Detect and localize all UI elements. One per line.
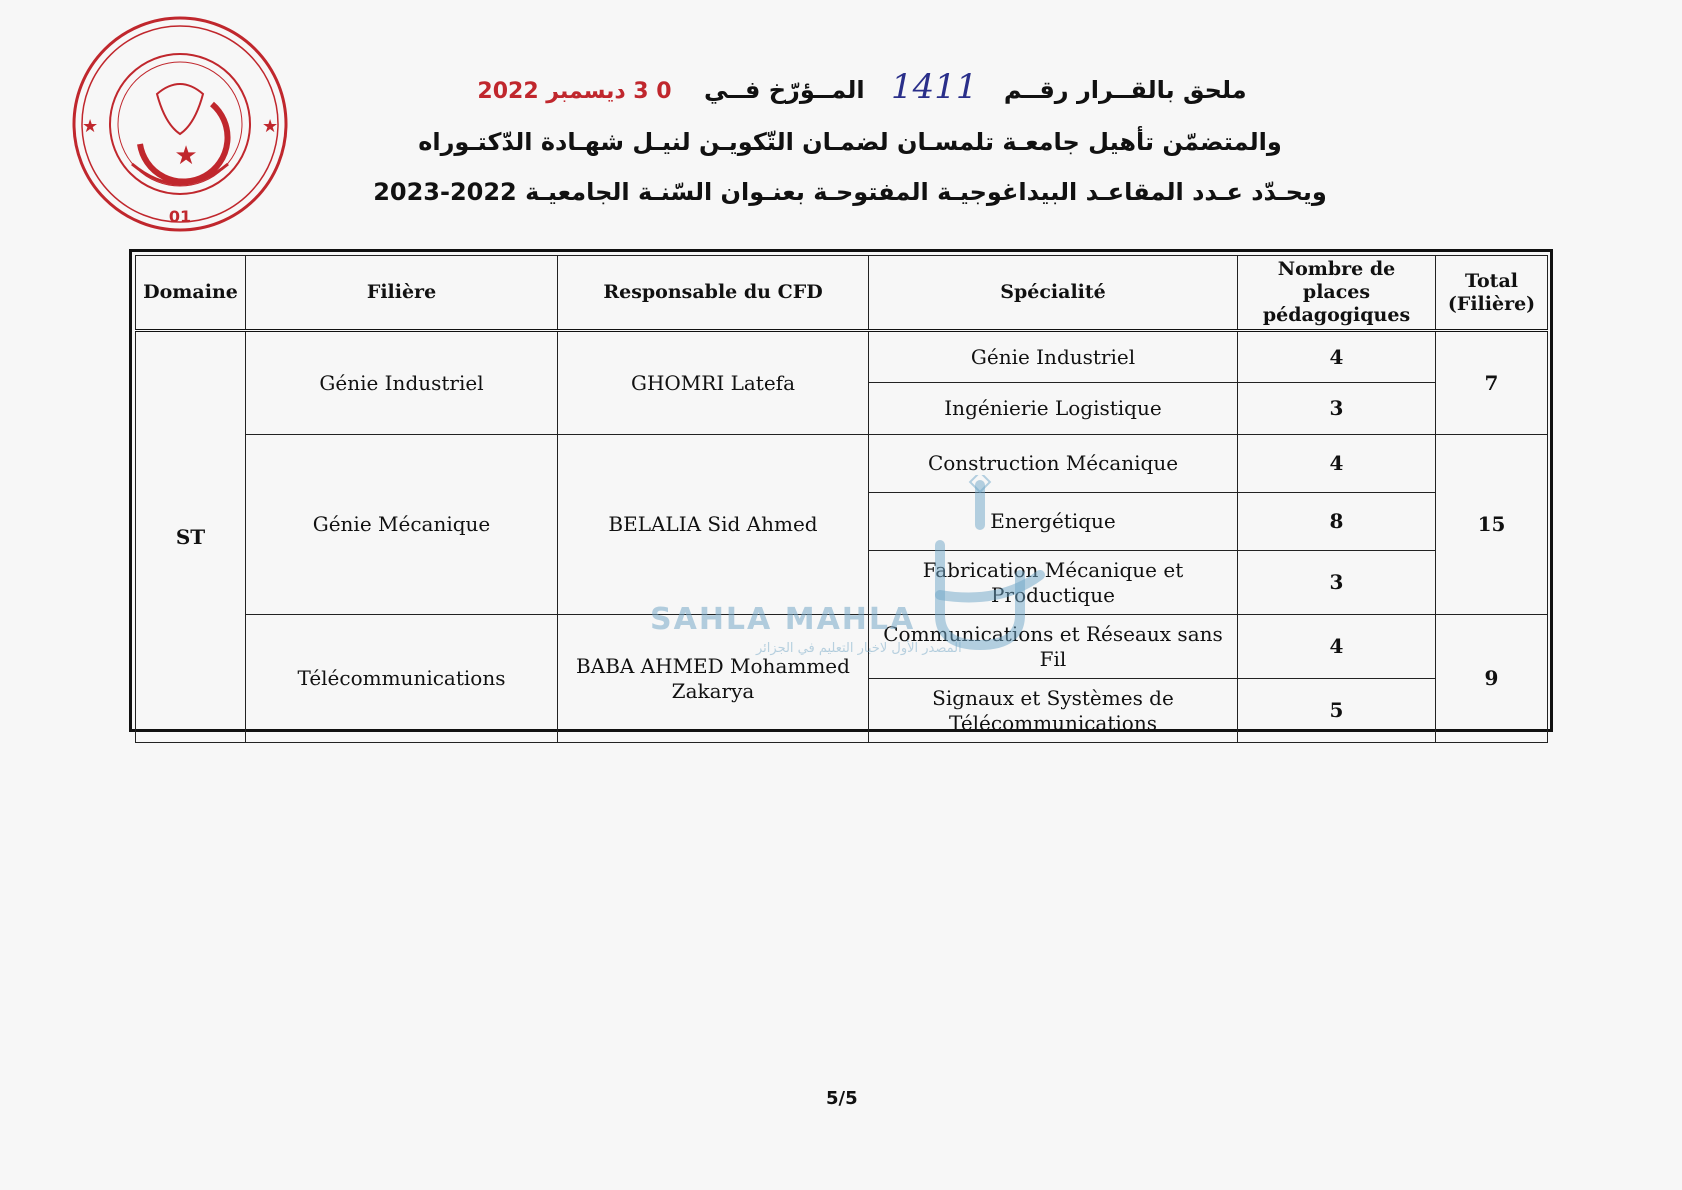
places-cell: 8 — [1238, 493, 1436, 551]
watermark-text: SAHLA MAHLA — [650, 602, 916, 637]
specialite-cell: Ingénierie Logistique — [869, 383, 1238, 435]
header-responsable: Responsable du CFD — [558, 256, 869, 331]
filiere-cell: Télécommunications — [246, 615, 558, 743]
specialite-cell: Signaux et Systèmes de Télécommunications — [869, 679, 1238, 743]
official-seal — [62, 14, 298, 234]
specialite-cell: Génie Industriel — [869, 331, 1238, 383]
header-domaine: Domaine — [136, 256, 246, 331]
specialite-cell: Fabrication Mécanique et Productique — [869, 551, 1238, 615]
header-specialite: Spécialité — [869, 256, 1238, 331]
date-stamp: 0 3 دیسمبر 2022 — [477, 79, 672, 104]
places-table-frame — [129, 249, 1553, 735]
responsable-cell: GHOMRI Latefa — [558, 331, 869, 435]
header-prefix: ملحق بالقــرار رقــم — [1003, 76, 1247, 104]
header-filiere: Filière — [246, 256, 558, 331]
total-cell: 9 — [1436, 615, 1548, 743]
responsable-cell: BELALIA Sid Ahmed — [558, 435, 869, 615]
responsable-cell: BABA AHMED Mohammed Zakarya — [558, 615, 869, 743]
page-number: 5/5 — [826, 1088, 858, 1109]
seal-number: 01 — [168, 207, 192, 226]
header-line-1 — [360, 62, 1340, 117]
header-line-2: والمتضمّن تأهيل جامعـة تلمسـان لضمـان التّكويـن لنيـل شهـادة الدّكتـوراه — [418, 128, 1282, 156]
places-cell: 4 — [1238, 331, 1436, 383]
places-cell: 3 — [1238, 551, 1436, 615]
svg-text:★: ★ — [82, 116, 99, 137]
places-cell: 4 — [1238, 615, 1436, 679]
total-cell: 15 — [1436, 435, 1548, 615]
domaine-cell: ST — [136, 331, 246, 743]
header-total: Total (Filière) — [1436, 256, 1548, 331]
svg-text:★: ★ — [174, 141, 198, 171]
places-table — [135, 255, 1548, 743]
watermark-subtext: المصدر الأول لاخبار التعليم في الجزائر — [756, 641, 962, 656]
svg-text:★: ★ — [262, 116, 279, 137]
filiere-cell: Génie Industriel — [246, 331, 558, 435]
places-cell: 4 — [1238, 435, 1436, 493]
document-header — [360, 62, 1340, 217]
places-cell: 5 — [1238, 679, 1436, 743]
header-line-3: ويحـدّد عـدد المقاعـد البيداغوجيـة المفتوحـة بعنـوان السّنـة الجامعيـة 2022-2023 — [373, 178, 1327, 206]
header-suffix: المــؤرّخ فــي — [703, 76, 865, 104]
specialite-cell: Energétique — [869, 493, 1238, 551]
header-places: Nombre de places pédagogiques — [1238, 256, 1436, 331]
table-header-row — [136, 256, 1548, 331]
specialite-cell: Construction Mécanique — [869, 435, 1238, 493]
filiere-cell: Génie Mécanique — [246, 435, 558, 615]
total-cell: 7 — [1436, 331, 1548, 435]
specialite-cell: Communications et Réseaux sans Fil — [869, 615, 1238, 679]
table-row — [136, 435, 1548, 493]
table-row — [136, 331, 1548, 383]
decision-number: 1411 — [890, 67, 978, 107]
places-cell: 3 — [1238, 383, 1436, 435]
